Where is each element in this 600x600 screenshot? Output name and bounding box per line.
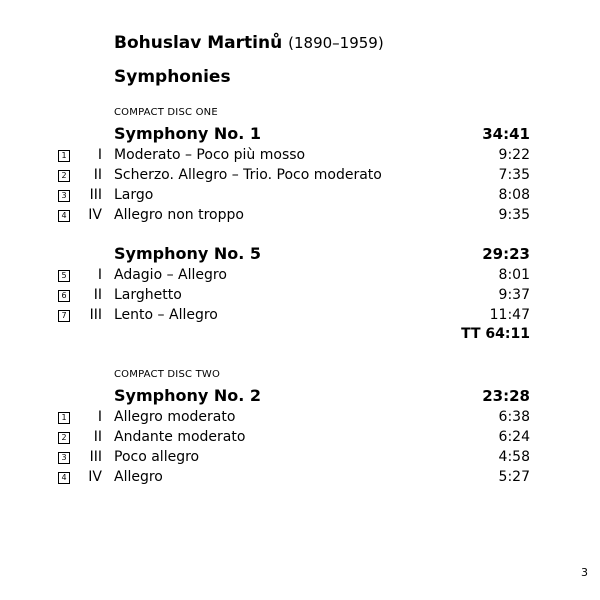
track-number-box: 2 [58, 432, 70, 444]
movement-duration: 11:47 [489, 307, 530, 323]
movement-numeral: II [93, 167, 102, 183]
movement-title: Allegro non troppo [114, 207, 244, 223]
movement-numeral: IV [88, 207, 102, 223]
movement-numeral: III [89, 449, 102, 465]
movement-title: Adagio – Allegro [114, 267, 227, 283]
symphony-duration: 23:28 [482, 387, 530, 405]
movement-duration: 9:22 [498, 147, 530, 163]
track-number-box: 4 [58, 210, 70, 222]
track-row [0, 167, 600, 187]
symphony-title: Symphony No. 1 [114, 124, 262, 143]
track-number-box: 4 [58, 472, 70, 484]
track-row [0, 449, 600, 469]
movement-title: Allegro moderato [114, 409, 236, 425]
track-number-box: 1 [58, 150, 70, 162]
movement-duration: 8:01 [498, 267, 530, 283]
movement-duration: 4:58 [498, 449, 530, 465]
movement-title: Poco allegro [114, 449, 200, 465]
composer-dates: (1890–1959) [288, 34, 384, 52]
symphony-title: Symphony No. 2 [114, 386, 262, 405]
movement-duration: 6:38 [498, 409, 530, 425]
disc-label: COMPACT DISC ONE [114, 107, 218, 118]
track-row [0, 429, 600, 449]
movement-duration: 8:08 [498, 187, 530, 203]
track-number-box: 2 [58, 170, 70, 182]
movement-numeral: III [89, 187, 102, 203]
movement-numeral: IV [88, 469, 102, 485]
symphony-title: Symphony No. 5 [114, 244, 262, 263]
track-row [0, 469, 600, 489]
movement-title: Larghetto [114, 287, 182, 303]
movement-duration: 5:27 [498, 469, 530, 485]
track-row [0, 267, 600, 287]
symphony-duration: 34:41 [482, 125, 530, 143]
track-row [0, 409, 600, 429]
movement-duration: 9:35 [498, 207, 530, 223]
composer-heading [114, 33, 384, 53]
disc-label: COMPACT DISC TWO [114, 369, 221, 380]
composer-name: Bohuslav Martinů [114, 33, 283, 53]
track-number-box: 3 [58, 452, 70, 464]
movement-title: Largo [114, 187, 154, 203]
track-row [0, 187, 600, 207]
track-number-box: 1 [58, 412, 70, 424]
movement-duration: 7:35 [498, 167, 530, 183]
track-number-box: 5 [58, 270, 70, 282]
work-title: Symphonies [114, 67, 231, 87]
track-row [0, 147, 600, 167]
total-time: TT 64:11 [461, 326, 530, 342]
track-number-box: 7 [58, 310, 70, 322]
movement-title: Moderato – Poco più mosso [114, 147, 306, 163]
movement-title: Allegro [114, 469, 163, 485]
movement-numeral: I [97, 147, 102, 163]
movement-title: Scherzo. Allegro – Trio. Poco moderato [114, 167, 382, 183]
movement-numeral: III [89, 307, 102, 323]
movement-numeral: I [97, 267, 102, 283]
track-row [0, 207, 600, 227]
symphony-duration: 29:23 [482, 245, 530, 263]
track-row [0, 287, 600, 307]
movement-numeral: II [93, 429, 102, 445]
movement-title: Andante moderato [114, 429, 246, 445]
movement-duration: 6:24 [498, 429, 530, 445]
track-number-box: 3 [58, 190, 70, 202]
track-row [0, 307, 600, 327]
movement-numeral: II [93, 287, 102, 303]
movement-duration: 9:37 [498, 287, 530, 303]
track-number-box: 6 [58, 290, 70, 302]
page-number: 3 [581, 566, 588, 579]
movement-title: Lento – Allegro [114, 307, 218, 323]
movement-numeral: I [97, 409, 102, 425]
